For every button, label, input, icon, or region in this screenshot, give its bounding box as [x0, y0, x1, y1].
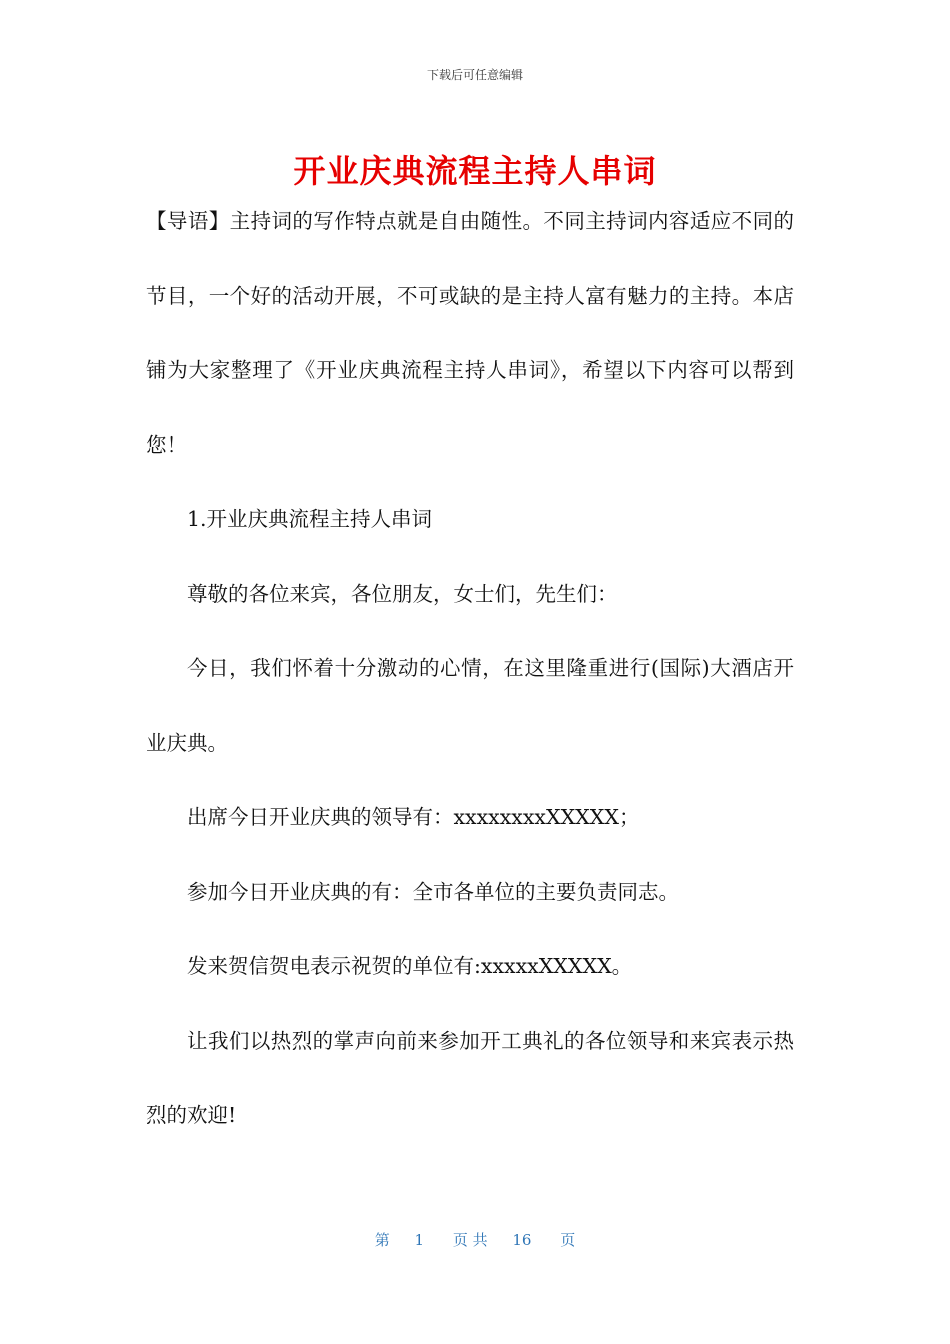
document-title: 开业庆典流程主持人串词	[293, 152, 657, 190]
page-header-note: 下载后可任意编辑	[426, 68, 523, 82]
footer-total-pages: 16	[512, 1231, 532, 1249]
body-paragraph: 发来贺信贺电表示祝贺的单位有:xxxxxXXXXX。	[187, 954, 633, 978]
footer-total-label: 页 共	[452, 1231, 488, 1249]
salutation-paragraph: 尊敬的各位来宾，各位朋友，女士们，先生们：	[187, 581, 618, 606]
page-footer	[0, 1229, 950, 1250]
body-paragraph: 参加今日开业庆典的有：全市各单位的主要负责同志。	[187, 879, 679, 904]
body-paragraph: 出席今日开业庆典的领导有：xxxxxxxxXXXXX；	[187, 805, 640, 829]
footer-end-label: 页	[560, 1231, 576, 1249]
section-heading: 1.开业庆典流程主持人串词	[187, 507, 433, 531]
footer-page-label: 第	[374, 1231, 390, 1249]
document-body	[146, 184, 794, 1153]
footer-current-page: 1	[414, 1231, 425, 1249]
body-paragraph: 今日，我们怀着十分激动的心情，在这里隆重进行(国际)大酒店开业庆典。	[146, 656, 794, 755]
intro-paragraph: 【导语】主持词的写作特点就是自由随性。不同主持词内容适应不同的节目，一个好的活动开展，不可或缺的是主持人富有魅力的主持。本店铺为大家整理了《开业庆典流程主持人串词》，希望以下内容可以帮到您！	[146, 209, 794, 457]
body-paragraph: 让我们以热烈的掌声向前来参加开工典礼的各位领导和来宾表示热烈的欢迎!	[146, 1028, 794, 1127]
